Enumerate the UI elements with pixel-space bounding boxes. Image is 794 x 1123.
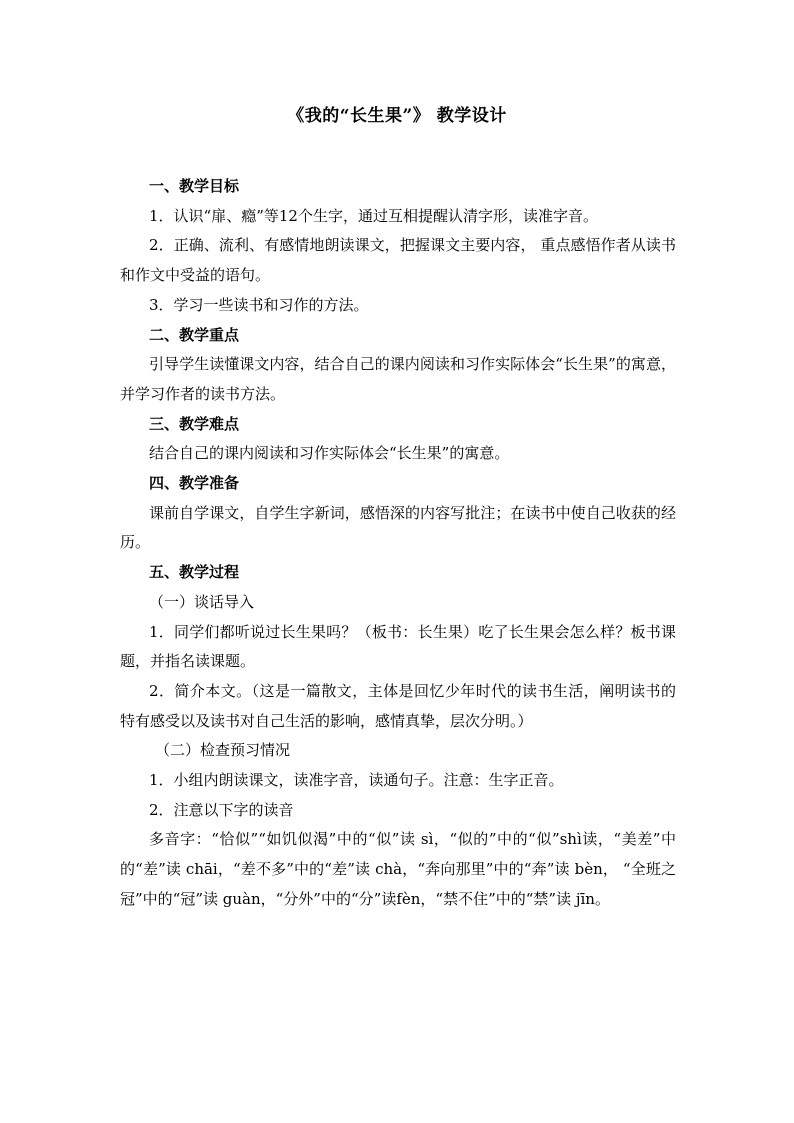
section-heading-preparation: 四、教学准备 [149,474,240,493]
document-body [120,172,676,915]
section-heading-process: 五、教学过程 [149,563,240,582]
process-subheading-intro: （一）谈话导入 [149,592,255,611]
document-title: 《我的“长生果”》 教学设计 [287,106,507,126]
key-points-text: 引导学生读懂课文内容，结合自己的课内阅读和习作实际体会“长生果”的寓意，并学习作者的读书方法。 [120,355,676,403]
process-preview-item-1: 1．小组内朗读课文，读准字音，读通句子。注意：生字正音。 [149,771,564,790]
preparation-text: 课前自学课文，自学生字新词，感悟深的内容写批注；在读书中使自己收获的经历。 [120,503,676,552]
process-intro-item-2: 2．简介本文。（这是一篇散文，主体是回忆少年时代的读书生活，阐明读书的特有感受以及读书对自己生活的影响，感情真挚，层次分明。） [120,681,676,730]
objective-item-2: 2．正确、流利、有感情地朗读课文，把握课文主要内容， 重点感悟作者从读书和作文中受益的语句。 [120,236,676,285]
polyphone-notes: 多音字：“恰似”“如饥似渴”中的“似”读 sì，“似的”中的“似”shì读，“美差”中的“差”读 chāi，“差不多”中的“差”读 chà，“奔向那里”中的“奔”读 bèn， “全班之冠”中的“冠”读 guàn，“分外”中的“分”读fèn，“禁不住”中的“禁”读 jīn。 [120,830,676,908]
process-subheading-preview-check: （二）检查预习情况 [155,741,291,760]
difficulties-text: 结合自己的课内阅读和习作实际体会“长生果”的寓意。 [149,444,510,463]
section-heading-difficulties: 三、教学难点 [149,414,240,433]
objective-item-3: 3．学习一些读书和习作的方法。 [149,295,369,314]
section-heading-objectives: 一、教学目标 [149,177,240,195]
section-heading-key-points: 二、教学重点 [149,325,240,344]
process-intro-item-1: 1．同学们都听说过长生果吗？（板书：长生果）吃了长生果会怎么样？板书课题，并指名读课题。 [120,622,676,671]
process-preview-item-2: 2．注意以下字的读音 [149,800,294,819]
objective-item-1: 1．认识“扉、瘾”等12个生字，通过互相提醒认清字形，读准字音。 [149,206,598,225]
